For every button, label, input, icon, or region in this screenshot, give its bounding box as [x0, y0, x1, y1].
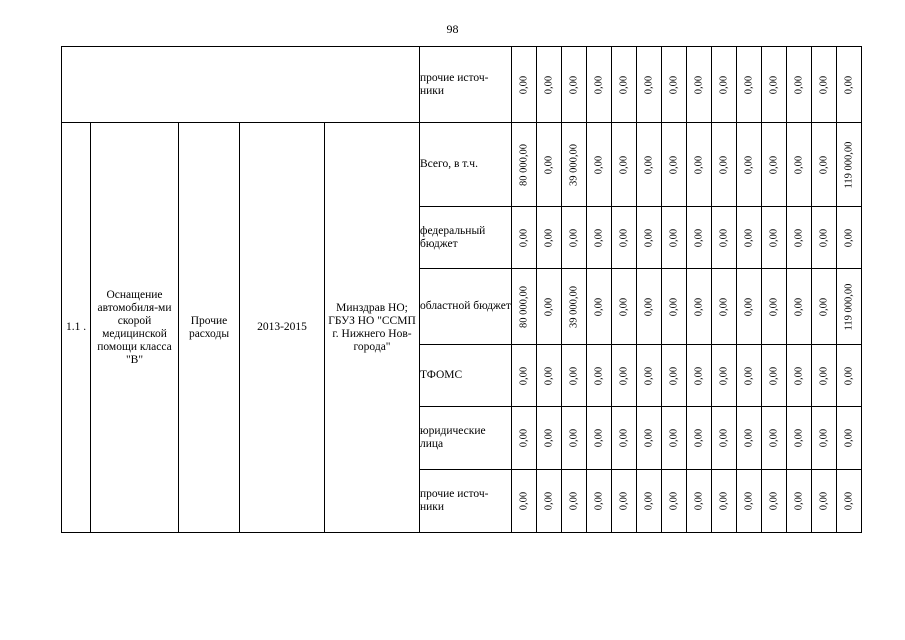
value-cell — [787, 269, 812, 345]
value-text: 0,00 — [843, 428, 855, 448]
value-cell — [812, 345, 837, 407]
value-cell — [637, 470, 662, 533]
value-text: 0,00 — [568, 491, 580, 511]
value-cell — [837, 269, 862, 345]
value-text: 0,00 — [518, 366, 530, 385]
value-cell — [687, 470, 712, 533]
value-cell — [812, 123, 837, 207]
value-cell — [712, 47, 737, 123]
value-text: 0,00 — [743, 366, 755, 385]
value-cell — [637, 407, 662, 470]
value-text: 0,00 — [818, 366, 830, 385]
value-text: 0,00 — [543, 428, 555, 448]
value-cell — [737, 345, 762, 407]
value-cell — [662, 345, 687, 407]
value-cell — [612, 470, 637, 533]
value-text: 0,00 — [818, 75, 830, 94]
value-cell — [537, 345, 562, 407]
funding-source-label: федеральный бюджет — [420, 207, 512, 269]
funding-source-label: юридические лица — [420, 407, 512, 470]
value-cell — [837, 123, 862, 207]
value-cell — [512, 470, 537, 533]
value-text: 0,00 — [618, 155, 630, 174]
page-number: 98 — [446, 22, 459, 36]
value-cell — [537, 470, 562, 533]
value-cell — [712, 345, 737, 407]
value-text: 0,00 — [768, 428, 780, 448]
value-cell — [837, 47, 862, 123]
value-text: 0,00 — [593, 366, 605, 385]
value-cell — [787, 470, 812, 533]
expense-type: Прочие расходы — [179, 123, 240, 533]
value-cell — [687, 207, 712, 269]
value-text: 0,00 — [818, 297, 830, 316]
value-cell — [612, 407, 637, 470]
value-text: 0,00 — [718, 155, 730, 174]
value-cell — [737, 407, 762, 470]
value-text: 0,00 — [593, 228, 605, 247]
value-text: 0,00 — [843, 366, 855, 385]
value-text: 0,00 — [693, 428, 705, 448]
period: 2013-2015 — [240, 123, 325, 533]
value-text: 0,00 — [593, 491, 605, 511]
value-text: 0,00 — [718, 75, 730, 94]
value-cell — [562, 407, 587, 470]
value-cell — [537, 207, 562, 269]
value-cell — [612, 47, 637, 123]
value-text: 0,00 — [543, 155, 555, 174]
value-cell — [537, 407, 562, 470]
value-cell — [837, 207, 862, 269]
value-cell — [587, 345, 612, 407]
value-cell — [637, 345, 662, 407]
value-cell — [787, 123, 812, 207]
value-text: 39 000,00 — [568, 143, 580, 186]
value-text: 0,00 — [518, 228, 530, 247]
value-text: 0,00 — [818, 155, 830, 174]
value-text: 0,00 — [693, 491, 705, 511]
value-text: 0,00 — [593, 155, 605, 174]
value-text: 0,00 — [593, 75, 605, 94]
value-text: 0,00 — [693, 228, 705, 247]
value-cell — [587, 269, 612, 345]
value-text: 0,00 — [543, 228, 555, 247]
executor: Минздрав НО; ГБУЗ НО "ССМП г. Нижнего Нов-города" — [325, 123, 420, 533]
value-text: 0,00 — [743, 75, 755, 94]
value-cell — [662, 407, 687, 470]
value-text: 0,00 — [618, 366, 630, 385]
value-cell — [712, 269, 737, 345]
value-text: 0,00 — [568, 75, 580, 94]
value-text: 0,00 — [543, 491, 555, 511]
value-text: 0,00 — [768, 297, 780, 316]
value-text: 0,00 — [618, 75, 630, 94]
value-cell — [562, 123, 587, 207]
value-cell — [762, 207, 787, 269]
item-name: Оснащение автомобиля-ми скорой медицинской помощи класса "В" — [91, 123, 179, 533]
value-text: 0,00 — [618, 428, 630, 448]
value-text: 0,00 — [743, 428, 755, 448]
value-cell — [662, 269, 687, 345]
value-text: 0,00 — [718, 491, 730, 511]
value-cell — [612, 269, 637, 345]
value-text: 0,00 — [543, 297, 555, 316]
value-cell — [612, 123, 637, 207]
value-text: 0,00 — [543, 75, 555, 94]
value-text: 0,00 — [618, 228, 630, 247]
value-text: 0,00 — [693, 366, 705, 385]
value-text: 80 000,00 — [518, 285, 530, 328]
value-text: 0,00 — [768, 155, 780, 174]
value-cell — [512, 47, 537, 123]
value-cell — [687, 407, 712, 470]
value-cell — [687, 123, 712, 207]
value-cell — [812, 407, 837, 470]
value-cell — [837, 470, 862, 533]
value-cell — [612, 207, 637, 269]
value-cell — [812, 47, 837, 123]
value-text: 0,00 — [643, 297, 655, 316]
value-text: 0,00 — [518, 491, 530, 511]
value-cell — [712, 123, 737, 207]
value-text: 0,00 — [768, 366, 780, 385]
value-text: 0,00 — [743, 491, 755, 511]
value-cell — [787, 345, 812, 407]
value-text: 0,00 — [768, 75, 780, 94]
budget-table — [61, 46, 862, 533]
value-text: 0,00 — [793, 228, 805, 247]
value-text: 0,00 — [518, 75, 530, 94]
value-cell — [662, 123, 687, 207]
value-cell — [537, 123, 562, 207]
value-text: 0,00 — [793, 155, 805, 174]
value-text: 0,00 — [743, 228, 755, 247]
table-row — [62, 123, 862, 207]
value-text: 0,00 — [668, 75, 680, 94]
value-text: 0,00 — [643, 228, 655, 247]
funding-source-label: ТФОМС — [420, 345, 512, 407]
value-text: 80 000,00 — [518, 143, 530, 186]
value-text: 0,00 — [793, 297, 805, 316]
value-text: 0,00 — [593, 297, 605, 316]
value-text: 0,00 — [643, 491, 655, 511]
value-cell — [587, 470, 612, 533]
value-text: 0,00 — [818, 428, 830, 448]
value-cell — [687, 269, 712, 345]
value-cell — [737, 47, 762, 123]
value-text: 0,00 — [743, 155, 755, 174]
value-cell — [812, 207, 837, 269]
funding-source-label: Всего, в т.ч. — [420, 123, 512, 207]
value-text: 0,00 — [568, 366, 580, 385]
value-text: 0,00 — [768, 491, 780, 511]
value-cell — [537, 269, 562, 345]
value-cell — [737, 269, 762, 345]
value-text: 0,00 — [643, 75, 655, 94]
funding-source-label: прочие источ-ники — [420, 470, 512, 533]
blank-cell — [62, 47, 420, 123]
value-cell — [812, 269, 837, 345]
item-number: 1.1 . — [62, 123, 91, 533]
value-cell — [587, 47, 612, 123]
value-text: 0,00 — [718, 228, 730, 247]
value-text: 0,00 — [568, 428, 580, 448]
value-text: 0,00 — [693, 75, 705, 94]
value-cell — [512, 207, 537, 269]
value-cell — [587, 123, 612, 207]
value-text: 0,00 — [668, 228, 680, 247]
table-row — [62, 47, 862, 123]
value-cell — [712, 470, 737, 533]
value-cell — [612, 345, 637, 407]
value-text: 0,00 — [818, 491, 830, 511]
value-text: 0,00 — [718, 297, 730, 316]
value-cell — [737, 470, 762, 533]
value-text: 0,00 — [668, 428, 680, 448]
value-text: 0,00 — [568, 228, 580, 247]
value-text: 0,00 — [643, 428, 655, 448]
value-cell — [837, 407, 862, 470]
value-cell — [737, 207, 762, 269]
funding-source-label: областной бюджет — [420, 269, 512, 345]
value-text: 39 000,00 — [568, 285, 580, 328]
value-cell — [762, 470, 787, 533]
value-text: 0,00 — [643, 366, 655, 385]
value-cell — [762, 123, 787, 207]
value-cell — [537, 47, 562, 123]
value-text: 0,00 — [793, 366, 805, 385]
value-cell — [712, 407, 737, 470]
funding-source-label: прочие источ-ники — [420, 47, 512, 123]
value-text: 0,00 — [843, 228, 855, 247]
value-cell — [762, 345, 787, 407]
value-text: 0,00 — [518, 428, 530, 448]
value-text: 0,00 — [843, 491, 855, 511]
value-cell — [737, 123, 762, 207]
value-cell — [837, 345, 862, 407]
value-text: 0,00 — [818, 228, 830, 247]
value-cell — [562, 47, 587, 123]
value-cell — [512, 407, 537, 470]
value-cell — [562, 345, 587, 407]
value-cell — [787, 207, 812, 269]
value-cell — [562, 269, 587, 345]
value-cell — [662, 470, 687, 533]
value-text: 0,00 — [693, 297, 705, 316]
value-text: 0,00 — [668, 366, 680, 385]
value-text: 0,00 — [768, 228, 780, 247]
value-cell — [687, 345, 712, 407]
value-cell — [587, 207, 612, 269]
value-cell — [587, 407, 612, 470]
value-cell — [512, 269, 537, 345]
value-text: 119 000,00 — [843, 283, 855, 330]
value-text: 0,00 — [718, 366, 730, 385]
value-text: 0,00 — [593, 428, 605, 448]
value-text: 0,00 — [668, 491, 680, 511]
value-text: 0,00 — [793, 428, 805, 448]
value-cell — [562, 470, 587, 533]
value-cell — [637, 47, 662, 123]
value-cell — [812, 470, 837, 533]
value-cell — [787, 407, 812, 470]
value-text: 0,00 — [718, 428, 730, 448]
value-cell — [637, 123, 662, 207]
value-cell — [712, 207, 737, 269]
value-text: 119 000,00 — [843, 141, 855, 188]
value-text: 0,00 — [618, 297, 630, 316]
value-cell — [512, 123, 537, 207]
value-cell — [637, 269, 662, 345]
value-text: 0,00 — [693, 155, 705, 174]
value-cell — [762, 47, 787, 123]
value-text: 0,00 — [643, 155, 655, 174]
value-text: 0,00 — [793, 75, 805, 94]
value-cell — [662, 47, 687, 123]
value-text: 0,00 — [543, 366, 555, 385]
value-text: 0,00 — [843, 75, 855, 94]
value-cell — [512, 345, 537, 407]
value-cell — [662, 207, 687, 269]
value-text: 0,00 — [668, 297, 680, 316]
value-cell — [687, 47, 712, 123]
value-text: 0,00 — [793, 491, 805, 511]
value-text: 0,00 — [668, 155, 680, 174]
value-cell — [562, 207, 587, 269]
value-cell — [762, 269, 787, 345]
value-cell — [762, 407, 787, 470]
value-text: 0,00 — [743, 297, 755, 316]
value-cell — [637, 207, 662, 269]
value-text: 0,00 — [618, 491, 630, 511]
value-cell — [787, 47, 812, 123]
